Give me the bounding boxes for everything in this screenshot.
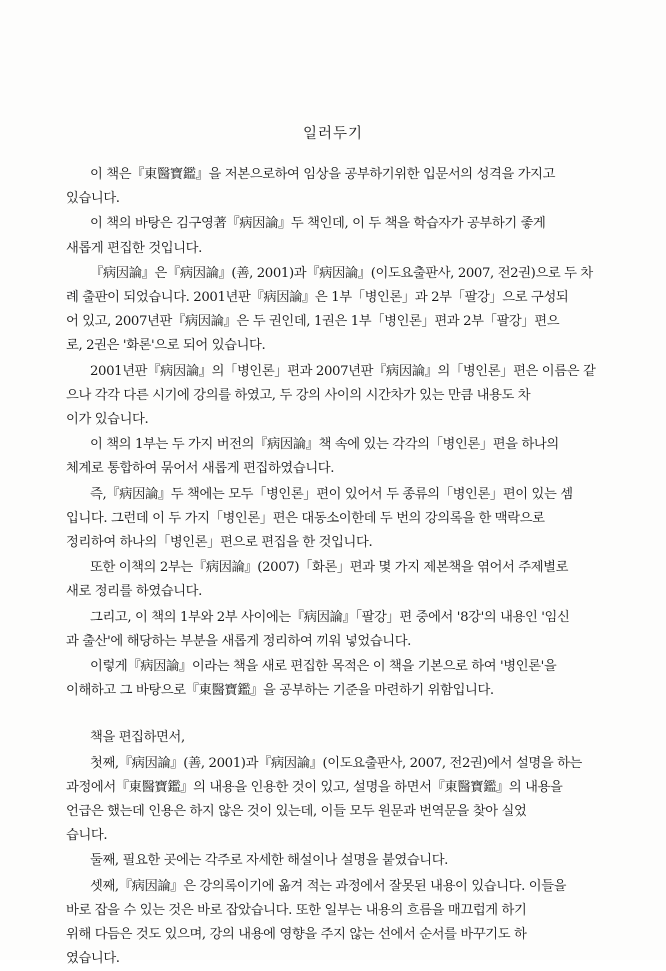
paragraph-line: 이 책은『東醫寶鑑』을 저본으로하여 임상을 공부하기위한 입문서의 성격을 가지고 xyxy=(90,167,556,182)
paragraph-line: 습니다. xyxy=(66,828,108,844)
paragraph-line: 체계로 통합하여 묶어서 새롭게 편집하였습니다. xyxy=(66,461,335,477)
paragraph-line: 2001년판『病因論』의「병인론」편과 2007년판『病因論』의「병인론」편은 이름은 같 xyxy=(90,363,596,379)
paragraph-8 xyxy=(66,606,600,654)
paragraph-line: 과 출산'에 해당하는 부분을 새롭게 정리하여 끼워 넣었습니다. xyxy=(66,633,411,649)
paragraph-line: 첫째,『病因論』(善, 2001)과『病因論』(이도요출판사, 2007, 전2권)에서 설명을 하는 xyxy=(90,755,583,771)
paragraph-line: 새롭게 편집한 것입니다. xyxy=(66,240,202,256)
paragraph-line: 였습니다. xyxy=(66,951,120,967)
paragraph-line: 이해하고 그 바탕으로『東醫寶鑑』을 공부하는 기준을 마련하기 위함입니다. xyxy=(66,683,494,699)
paragraph-line: 위해 다듬은 것도 있으며, 강의 내용에 영향을 주지 않는 선에서 순서를 바꾸기도 하 xyxy=(66,927,527,942)
paragraph-line: 언급은 했는데 인용은 하지 않은 것이 있는데, 이들 모두 원문과 번역문을 찾아 실었 xyxy=(66,804,527,819)
paragraph-line: 로, 2권은 '화론'으로 되어 있습니다. xyxy=(66,338,266,354)
paragraph-line: 바로 잡을 수 있는 것은 바로 잡았습니다. 또한 일부는 내용의 흐름을 매끄럽게 하기 xyxy=(66,902,527,918)
paragraph-line: 정리하여 하나의「병인론」편으로 편집을 한 것입니다. xyxy=(66,535,373,550)
paragraph-line: 『病因論』은『病因論』(善, 2001)과『病因論』(이도요출판사, 2007, 전2권)으로 두 차 xyxy=(90,265,593,281)
paragraph-5 xyxy=(66,433,600,481)
paragraph-line: 있습니다. xyxy=(66,191,120,207)
paragraph-line: 입니다. 그런데 이 두 가지「병인론」편은 대동소이한데 두 번의 강의록을 한 맥락으로 xyxy=(66,510,545,526)
paragraph-line: 둘째, 필요한 곳에는 각주로 자세한 해설이나 설명을 붙였습니다. xyxy=(90,853,449,869)
paragraph-line: 책을 편집하면서, xyxy=(90,730,185,746)
paragraph-10 xyxy=(66,726,600,750)
paragraph-line: 례 출판이 되었습니다. 2001년판『病因論』은 1부「병인론」과 2부「팔강」으로 구성되 xyxy=(66,290,569,305)
paragraph-11 xyxy=(66,752,600,849)
paragraph-6 xyxy=(66,483,600,556)
paragraph-9 xyxy=(66,655,600,703)
page-title: 일러두기 xyxy=(302,126,364,142)
paragraph-line: 새로 정리를 하였습니다. xyxy=(66,584,202,600)
paragraph-line: 셋째,『病因論』은 강의록이기에 옮겨 적는 과정에서 잘못된 내용이 있습니다. 이들을 xyxy=(90,878,567,894)
paragraph-12 xyxy=(66,849,600,873)
paragraph-line: 이 책의 1부는 두 가지 버전의『病因論』책 속에 있는 각각의「병인론」편을 하나의 xyxy=(90,437,559,453)
paragraph-line: 또한 이책의 2부는『病因論』(2007)「화론」편과 몇 가지 제본책을 엮어서 주제별로 xyxy=(90,560,569,576)
paragraph-line: 이가 있습니다. xyxy=(66,412,149,427)
paragraph-line: 이렇게『病因論』이라는 책을 새로 편집한 목적은 이 책을 기본으로 하여 '병인론'을 xyxy=(90,659,557,674)
paragraph-13 xyxy=(66,875,600,971)
paragraph-line: 즉,『病因論』두 책에는 모두「병인론」편이 있어서 두 종류의「병인론」편이 있는 셈 xyxy=(90,486,573,502)
paragraph-7 xyxy=(66,556,600,604)
paragraph-line: 과정에서『東醫寶鑑』의 내용을 인용한 것이 있고, 설명을 하면서『東醫寶鑑』의 내용을 xyxy=(66,779,563,795)
paragraph-1 xyxy=(66,163,600,211)
paragraph-2 xyxy=(66,212,600,260)
paragraph-line: 그리고, 이 책의 1부와 2부 사이에는『病因論』「팔강」편 중에서 '8강'의 내용인 '임신 xyxy=(90,609,570,625)
paragraph-3 xyxy=(66,262,600,359)
paragraph-line: 으나 각각 다른 시기에 강의를 하였고, 두 강의 사이의 시간차가 있는 만큼 내용도 차 xyxy=(66,387,531,403)
paragraph-4 xyxy=(66,360,600,433)
paragraph-line: 어 있고, 2007년판『病因論』은 두 권인데, 1권은 1부「병인론」편과 2부「팔강」편으 xyxy=(66,314,560,330)
paragraph-line: 이 책의 바탕은 김구영著『病因論』두 책인데, 이 두 책을 학습자가 공부하기 좋게 xyxy=(90,216,546,232)
